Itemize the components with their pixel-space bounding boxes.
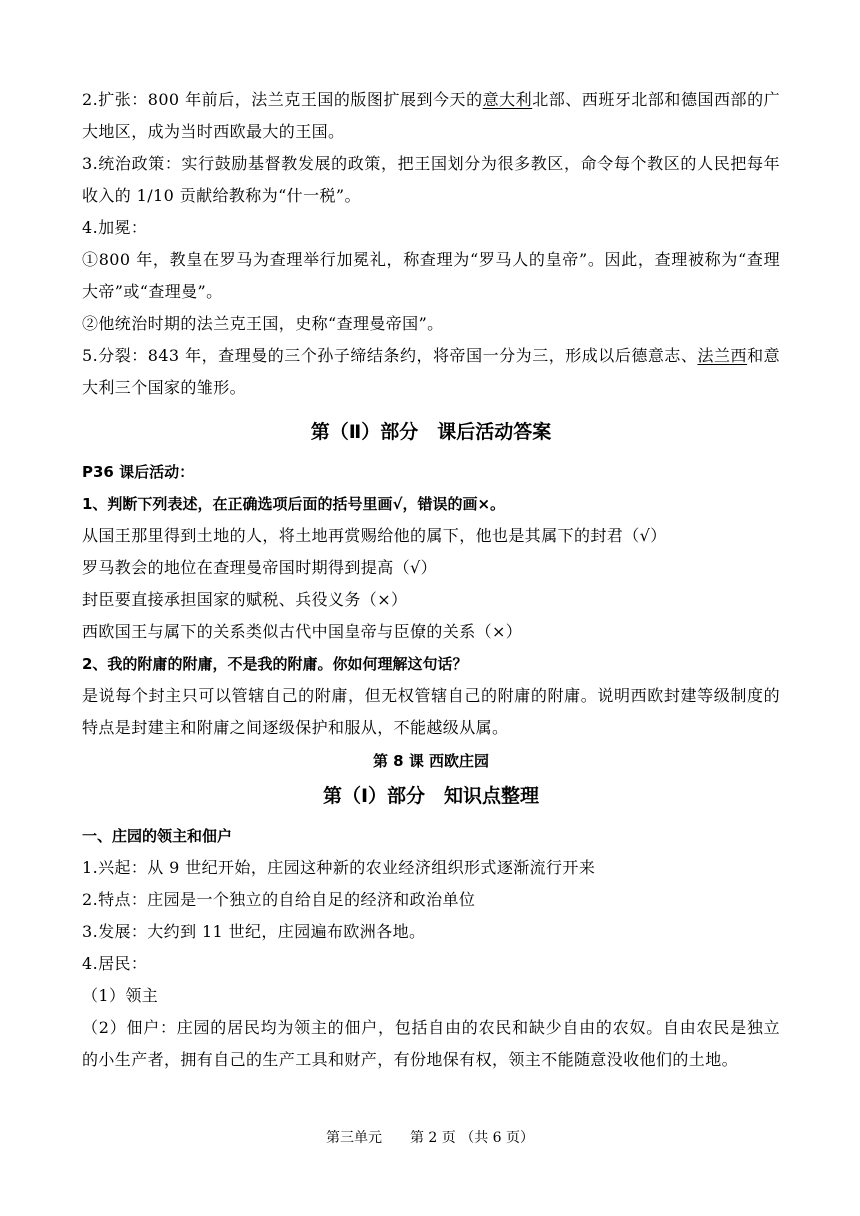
question-1-title: 1、判断下列表述，在正确选项后面的括号里画√，错误的画×。 bbox=[82, 495, 506, 513]
item-expansion-text-end: 北部、西班牙北部和德国西部的广大地区，成为当时西欧最大的王国。 bbox=[82, 90, 780, 141]
section-1-title: 一、庄园的领主和佃户 bbox=[82, 827, 233, 845]
list-item: 3.发展：大约到 11 世纪，庄园遍布欧洲各地。 bbox=[82, 922, 426, 941]
page-content bbox=[82, 84, 780, 1076]
question-2-title: 2、我的附庸的附庸，不是我的附庸。你如何理解这句话？ bbox=[82, 655, 468, 673]
item-division bbox=[82, 340, 780, 404]
lesson-8-part1-heading: 第（Ⅰ）部分 知识点整理 bbox=[322, 785, 540, 807]
question-1-answer: 封臣要直接承担国家的赋税、兵役义务（×） bbox=[82, 590, 408, 609]
item-expansion bbox=[82, 84, 780, 148]
item-division-text: 5.分裂：843 年，查理曼的三个孙子缔结条约，将帝国一分为三，形成以后德意志、 bbox=[82, 346, 698, 365]
list-item: 2.特点：庄园是一个独立的自给自足的经济和政治单位 bbox=[82, 890, 476, 909]
list-item: 1.兴起：从 9 世纪开始，庄园这种新的农业经济组织形式逐渐流行开来 bbox=[82, 858, 596, 877]
item-division-text-end: 和意大利三个国家的雏形。 bbox=[82, 346, 780, 397]
question-2-answer: 是说每个封主只可以管辖自己的附庸，但无权管辖自己的附庸的附庸。说明西欧封建等级制度的特点是封建主和附庸之间逐级保护和服从，不能越级从属。 bbox=[82, 686, 780, 737]
question-1-answer: 西欧国王与属下的关系类似古代中国皇帝与臣僚的关系（×） bbox=[82, 622, 523, 641]
list-item: （2）佃户：庄园的居民均为领主的佃户，包括自由的农民和缺少自由的农奴。自由农民是独立的小生产者，拥有自己的生产工具和财产，有份地保有权，领主不能随意没收他们的土地。 bbox=[82, 1018, 780, 1069]
underlined-italy: 意大利 bbox=[482, 90, 533, 109]
lesson-8-title: 第 8 课 西欧庄园 bbox=[372, 752, 490, 770]
question-1-answer: 罗马教会的地位在查理曼帝国时期得到提高（√） bbox=[82, 558, 437, 577]
part2-heading: 第（Ⅱ）部分 课后活动答案 bbox=[310, 421, 552, 443]
item-coronation-title: 4.加冕： bbox=[82, 218, 148, 237]
item-policy: 3.统治政策：实行鼓励基督教发展的政策，把王国划分为很多教区，命令每个教区的人民把每年收入的 1/10 贡献给教称为“什一税”。 bbox=[82, 154, 780, 205]
item-expansion-text: 2.扩张：800 年前后，法兰克王国的版图扩展到今天的 bbox=[82, 90, 483, 109]
question-1-answer: 从国王那里得到土地的人，将土地再赏赐给他的属下，他也是其属下的封君（√） bbox=[82, 526, 667, 545]
list-item: （1）领主 bbox=[82, 986, 159, 1005]
p36-title: P36 课后活动： bbox=[82, 463, 195, 481]
list-item: 4.居民： bbox=[82, 954, 148, 973]
item-coronation-2: ②他统治时期的法兰克王国，史称“查理曼帝国”。 bbox=[82, 314, 444, 333]
page-footer: 第三单元 第 2 页 （共 6 页） bbox=[325, 1130, 535, 1146]
item-coronation-1: ①800 年，教皇在罗马为查理举行加冕礼，称查理为“罗马人的皇帝”。因此，查理被称为“查理大帝”或“查理曼”。 bbox=[82, 250, 780, 301]
underlined-france: 法兰西 bbox=[697, 346, 748, 365]
